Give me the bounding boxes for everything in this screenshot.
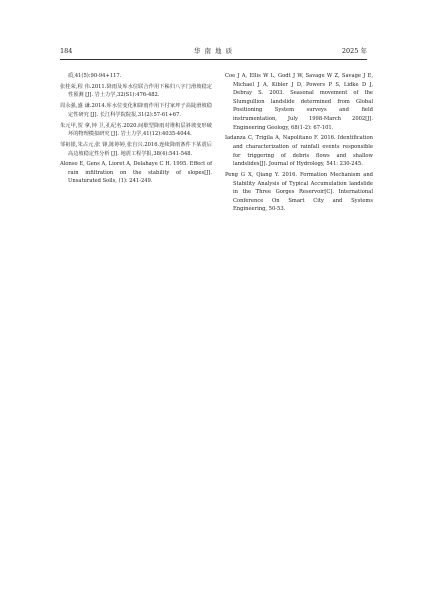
reference-entry: Alonso E, Gens A, Lioret A, Delahaye C H. 1995. Effect of rain infiltration on the stability of slopes[J]. Unsaturated Soils, (1): 241-249. [60, 161, 212, 185]
reference-entry: 邹祖银,朱占元,张 锋,陈婷婷,张自兴.2016.连续降雨条件下某震后高边坡稳定性分析 [J]. 地震工程学报,38(4):541-548. [60, 141, 212, 157]
page-number: 184 [60, 47, 73, 55]
journal-title: 华 南 地 质 [193, 47, 234, 55]
header-rule [60, 59, 367, 60]
reference-entry: 张桂荣,程 伟.2011.降雨及库水位联合作用下秭归八字门滑坡稳定性预测 [J]. 岩土力学,32(S1):476-482. [60, 83, 212, 99]
reference-entry: Peng G X, Qiang Y. 2016. Formation Mechanism and Stability Analysis of Typical Accumulation landslide in the Three Gorges Reservoir[C]. International Conference On Smart City and Systems Engineering, 50-53. [225, 171, 373, 213]
reference-entry: Coe J A, Ellis W L, Godt J W, Savage W Z, Savage J E, Michael J A, Kibler J D, Powers P S, Lidke D J, Debray S. 2003. Seasonal movement of the Slumgullion landslide determined from Global Positioning System surveys and field instrumentation, July 1998-March 2002[J]. Engineering Geology, 68(1-2): 67-101. [225, 73, 373, 131]
reference-entry: Iadanza C, Trigila A, Napolitano F. 2016. Identification and characterization of rainfall events responsible for triggering of debris flows and shallow landslides[J]. Journal of Hydrology, 541: 230-245. [225, 135, 373, 168]
reference-entry: 周永强,盛 谦.2014.库水位变化和降雨作用下付家坪子高陡滑坡稳定性研究 [J]. 长江科学院院报,31(2):57-61+67. [60, 103, 212, 118]
publication-year: 2025 年 [341, 47, 367, 55]
references-right-column [225, 72, 373, 216]
references-left-column [60, 72, 212, 188]
reference-entry: 质,41(5):90-94+117. [68, 73, 122, 79]
reference-entry: 朱元甲,贺 拿,钟 卫,孔纪名.2020.间歇型降雨对堆积层斜坡变形破坏的物理模拟研究 [J]. 岩土力学,41(12):4035-4044. [60, 122, 212, 138]
page-header [60, 44, 367, 58]
